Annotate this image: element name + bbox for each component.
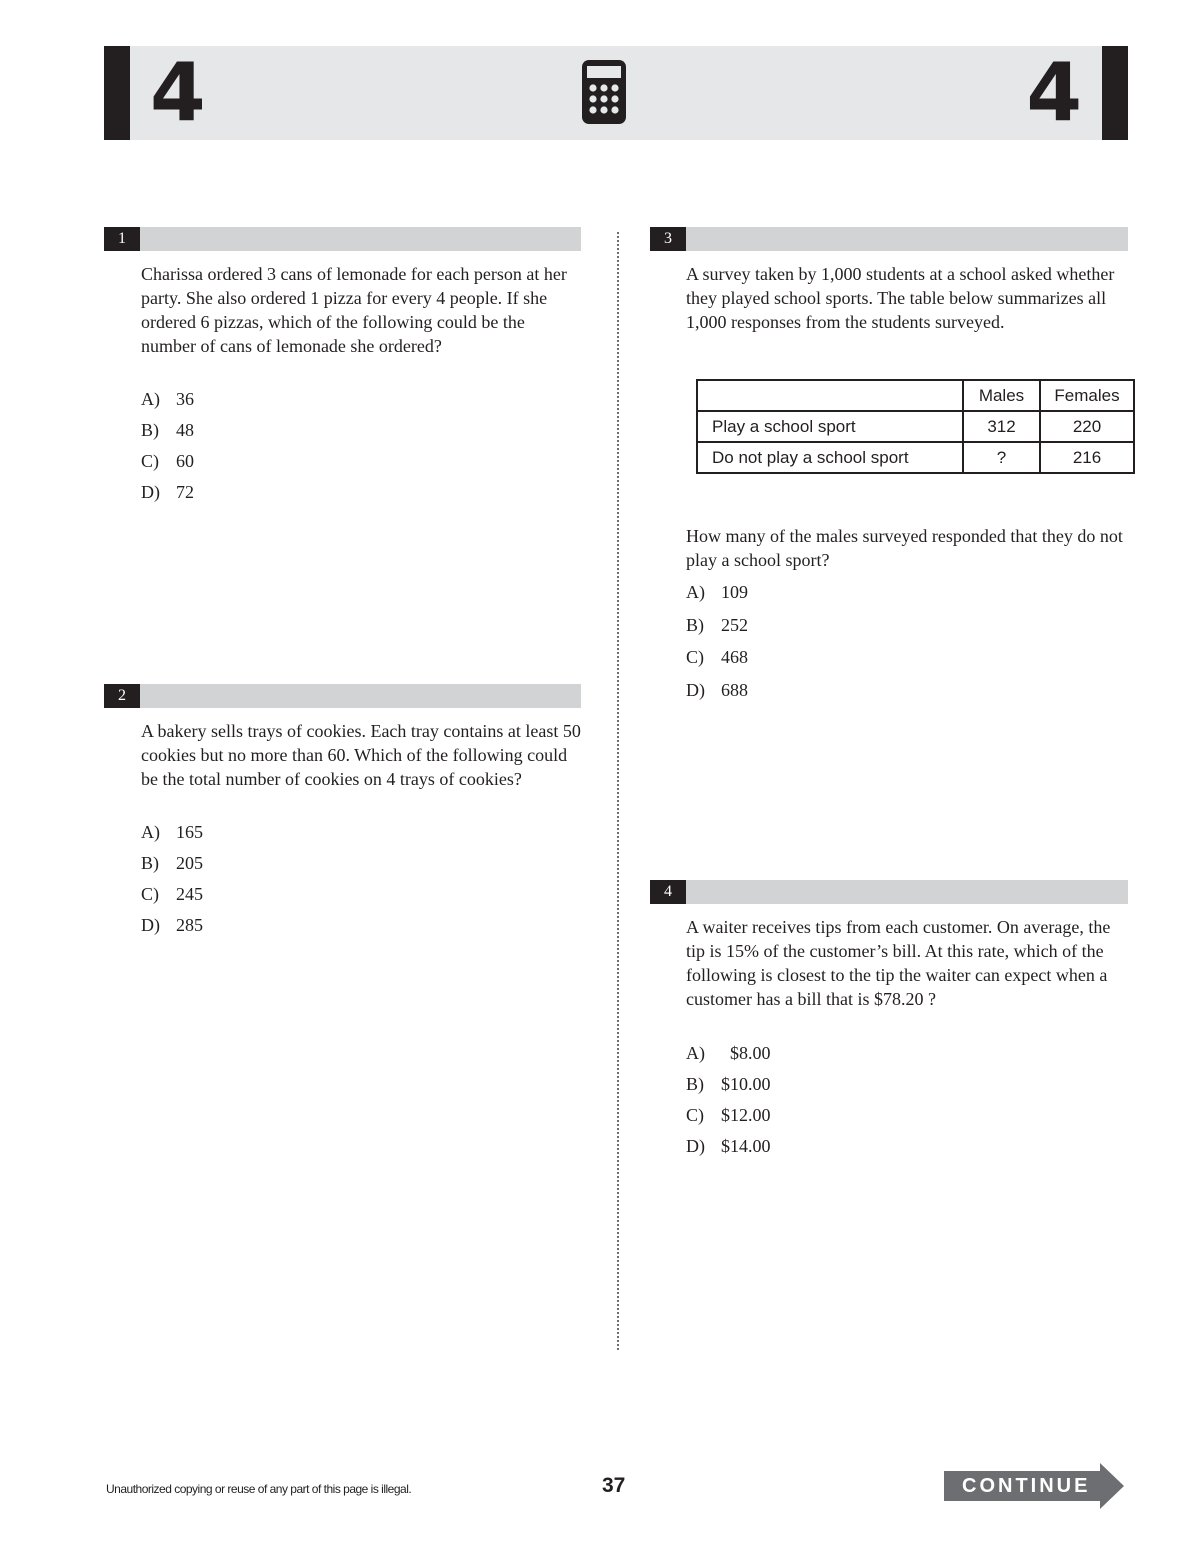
table-row xyxy=(697,442,1134,473)
page-number: 37 xyxy=(602,1474,626,1497)
choice-2b[interactable] xyxy=(141,852,203,874)
choice-letter: C) xyxy=(141,451,159,471)
question-3-text: A survey taken by 1,000 students at a school asked whether they played school sports. The table below summarizes all 1,000 responses from the students surveyed. xyxy=(686,264,1115,332)
choice-letter: A) xyxy=(141,822,160,842)
section-number-right: 4 xyxy=(1026,46,1082,139)
choice-value: 252 xyxy=(721,615,748,635)
choice-letter: C) xyxy=(141,884,159,904)
choice-letter: A) xyxy=(686,1043,705,1063)
choice-value: 60 xyxy=(176,451,194,471)
question-2-band xyxy=(104,684,581,708)
table-cell: 220 xyxy=(1040,411,1134,442)
choice-letter: A) xyxy=(141,389,160,409)
choice-value: $12.00 xyxy=(721,1105,771,1125)
section-number-left: 4 xyxy=(150,46,206,139)
question-3-band xyxy=(650,227,1128,251)
question-3-prompt: How many of the males surveyed responded that they do not play a school sport? xyxy=(686,526,1123,570)
survey-table xyxy=(696,379,1135,474)
column-divider xyxy=(617,232,619,1350)
table-cell: Do not play a school sport xyxy=(697,442,963,473)
question-number: 2 xyxy=(104,684,140,708)
header-left-bar xyxy=(104,46,130,140)
continue-label: CONTINUE xyxy=(962,1475,1091,1497)
choice-3c[interactable] xyxy=(686,646,748,668)
choice-3a[interactable] xyxy=(686,581,748,603)
choice-value: $10.00 xyxy=(721,1074,771,1094)
table-header-cell: Females xyxy=(1040,380,1134,411)
choice-letter: D) xyxy=(686,1136,705,1156)
choice-4a[interactable] xyxy=(686,1042,771,1064)
choice-value: 468 xyxy=(721,647,748,667)
choice-value: 688 xyxy=(721,680,748,700)
choice-value: 36 xyxy=(176,389,194,409)
choice-value: $8.00 xyxy=(721,1043,771,1063)
choice-value: 48 xyxy=(176,420,194,440)
choice-1a[interactable] xyxy=(141,388,194,410)
choice-1c[interactable] xyxy=(141,450,194,472)
continue-button[interactable] xyxy=(944,1463,1126,1509)
choice-value: $14.00 xyxy=(721,1136,771,1156)
table-cell: 312 xyxy=(963,411,1040,442)
choice-value: 245 xyxy=(176,884,203,904)
choice-letter: D) xyxy=(141,915,160,935)
copyright-notice: Unauthorized copying or reuse of any part of this page is illegal. xyxy=(106,1482,412,1496)
question-4-band xyxy=(650,880,1128,904)
question-number: 4 xyxy=(650,880,686,904)
choice-1b[interactable] xyxy=(141,419,194,441)
question-4-text: A waiter receives tips from each customer. On average, the tip is 15% of the customer’s bill. At this rate, which of the following is closest to the tip the waiter can expect when a customer has a bill that is $78.20 ? xyxy=(686,917,1111,1009)
table-cell: 216 xyxy=(1040,442,1134,473)
choice-value: 72 xyxy=(176,482,194,502)
choice-letter: B) xyxy=(686,1074,704,1094)
section-header xyxy=(104,46,1128,140)
table-cell: Play a school sport xyxy=(697,411,963,442)
choice-value: 285 xyxy=(176,915,203,935)
choice-1d[interactable] xyxy=(141,481,194,503)
choice-value: 109 xyxy=(721,582,748,602)
choice-letter: C) xyxy=(686,647,704,667)
question-number: 1 xyxy=(104,227,140,251)
choice-4d[interactable] xyxy=(686,1135,771,1157)
choice-2c[interactable] xyxy=(141,883,203,905)
choice-3b[interactable] xyxy=(686,614,748,636)
choice-letter: B) xyxy=(686,615,704,635)
table-header-row xyxy=(697,380,1134,411)
choice-letter: B) xyxy=(141,420,159,440)
table-cell: ? xyxy=(963,442,1040,473)
choice-value: 205 xyxy=(176,853,203,873)
choice-2a[interactable] xyxy=(141,821,203,843)
choice-letter: B) xyxy=(141,853,159,873)
choice-4b[interactable] xyxy=(686,1073,771,1095)
question-2-text: A bakery sells trays of cookies. Each tray contains at least 50 cookies but no more than 60. Which of the following could be the total number of cookies on 4 trays of cookies? xyxy=(141,721,581,789)
question-number: 3 xyxy=(650,227,686,251)
question-1-band xyxy=(104,227,581,251)
choice-4c[interactable] xyxy=(686,1104,771,1126)
choice-letter: D) xyxy=(686,680,705,700)
choice-value: 165 xyxy=(176,822,203,842)
choice-3d[interactable] xyxy=(686,679,748,701)
choice-letter: C) xyxy=(686,1105,704,1125)
header-right-bar xyxy=(1102,46,1128,140)
choice-letter: A) xyxy=(686,582,705,602)
choice-letter: D) xyxy=(141,482,160,502)
question-1-text: Charissa ordered 3 cans of lemonade for each person at her party. She also ordered 1 pizza for every 4 people. If she ordered 6 pizzas, which of the following could be the number of cans of lemonade she ordered? xyxy=(141,264,567,356)
table-header-cell xyxy=(697,380,963,411)
table-row xyxy=(697,411,1134,442)
calculator-icon xyxy=(580,58,628,126)
table-header-cell: Males xyxy=(963,380,1040,411)
choice-2d[interactable] xyxy=(141,914,203,936)
